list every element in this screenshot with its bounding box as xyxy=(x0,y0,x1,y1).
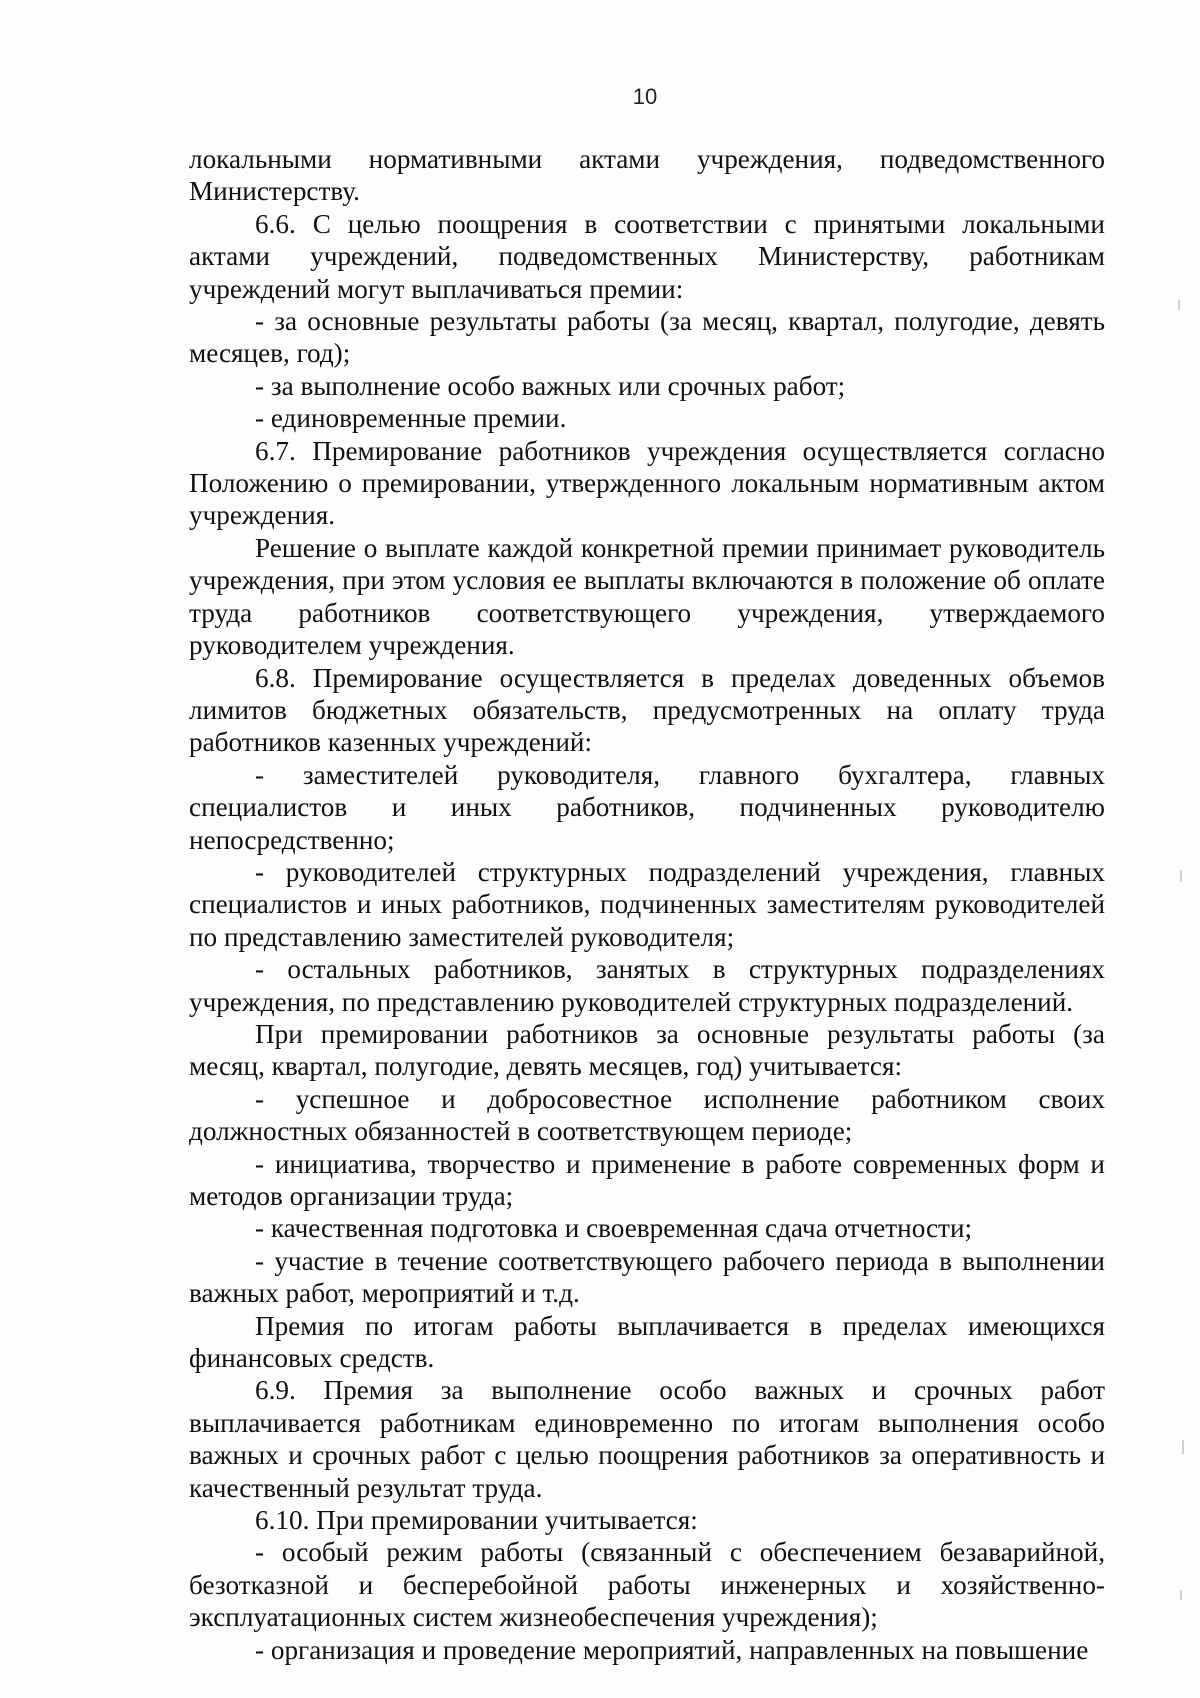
list-item: - руководителей структурных подразделений учреждения, главных специалистов и иных работников, подчиненных заместителям руководителей по представлению заместителей руководителя; xyxy=(189,856,1105,952)
paragraph: Премия по итогам работы выплачивается в пределах имеющихся финансовых средств. xyxy=(189,1310,1105,1374)
list-item: - особый режим работы (связанный с обеспечением безаварийной, безотказной и бесперебойной работы инженерных и хозяйственно-эксплуатационных систем жизнеобеспечения учреждения); xyxy=(189,1537,1105,1633)
document-body xyxy=(189,143,1105,1666)
list-item: - единовременные премии. xyxy=(255,403,567,434)
list-item: - успешное и добросовестное исполнение работником своих должностных обязанностей в соответствующем периоде; xyxy=(189,1083,1105,1147)
paragraph: 6.6. С целью поощрения в соответствии с принятыми локальными актами учреждений, подведомственных Министерству, работникам учреждений могут выплачиваться премии: xyxy=(189,208,1105,304)
scan-artifact xyxy=(1178,300,1180,310)
paragraph: 6.8. Премирование осуществляется в пределах доведенных объемов лимитов бюджетных обязательств, предусмотренных на оплату труда работников казенных учреждений: xyxy=(189,662,1105,758)
page-number: 10 xyxy=(632,84,658,109)
scan-artifact xyxy=(1180,870,1182,882)
scan-artifact xyxy=(1180,1590,1182,1600)
paragraph: 6.7. Премирование работников учреждения осуществляется согласно Положению о премировании, утвержденного локальным нормативным актом учреждения. xyxy=(189,435,1105,531)
scan-artifact xyxy=(1182,1440,1184,1454)
list-item: - за основные результаты работы (за месяц, квартал, полугодие, девять месяцев, год); xyxy=(189,306,1105,369)
paragraph: 6.9. Премия за выполнение особо важных и срочных работ выплачивается работникам единовременно по итогам выполнения особо важных и срочных работ с целью поощрения работников за оперативность и качественный результат труда. xyxy=(189,1375,1105,1503)
list-item: - организация и проведение мероприятий, направленных на повышение xyxy=(255,1634,1089,1665)
list-item: - остальных работников, занятых в структурных подразделениях учреждения, по представлению руководителей структурных подразделений. xyxy=(189,954,1105,1017)
paragraph: При премировании работников за основные результаты работы (за месяц, квартал, полугодие, девять месяцев, год) учитывается: xyxy=(189,1018,1105,1082)
list-item: - инициатива, творчество и применение в работе современных форм и методов организации труда; xyxy=(189,1148,1105,1211)
paragraph: 6.10. При премировании учитывается: xyxy=(255,1505,698,1536)
list-item: - качественная подготовка и своевременная сдача отчетности; xyxy=(255,1213,973,1244)
list-item: - заместителей руководителя, главного бухгалтера, главных специалистов и иных работников, подчиненных руководителю непосредственно; xyxy=(189,759,1105,855)
paragraph: Решение о выплате каждой конкретной премии принимает руководитель учреждения, при этом условия ее выплаты включаются в положение об оплате труда работников соответствующего учреждения, утверждаемого руководителем учреждения. xyxy=(189,532,1105,661)
list-item: - за выполнение особо важных или срочных работ; xyxy=(255,370,846,401)
paragraph: локальными нормативными актами учреждения, подведомственного Министерству. xyxy=(189,144,1105,207)
list-item: - участие в течение соответствующего рабочего периода в выполнении важных работ, мероприятий и т.д. xyxy=(189,1245,1105,1309)
